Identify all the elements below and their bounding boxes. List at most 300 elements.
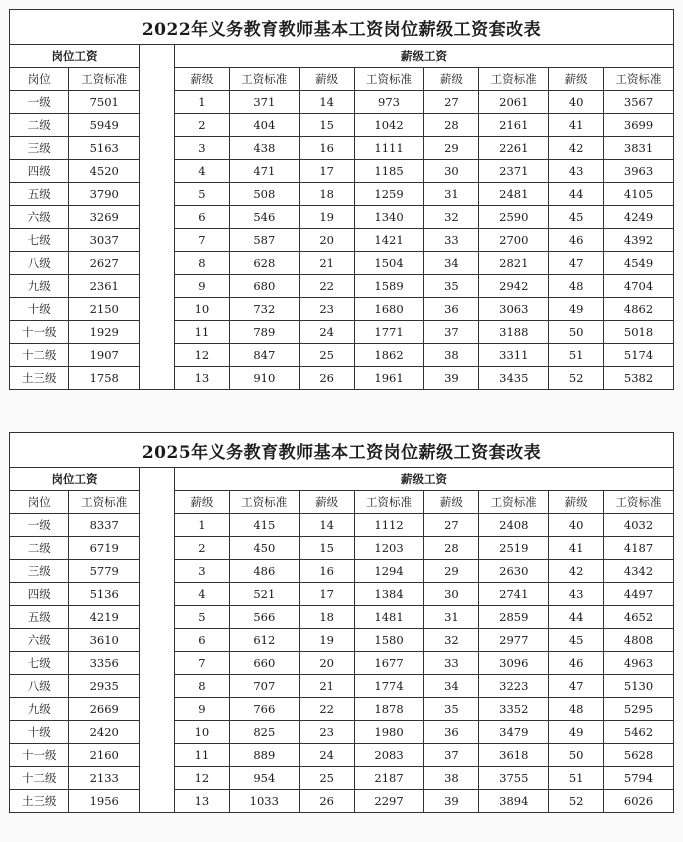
post-salary-cell: 5949 xyxy=(69,114,140,137)
column-header: 工资标准 xyxy=(479,491,549,514)
grade-salary-header: 薪级工资 xyxy=(175,45,674,68)
grade-salary-cell: 2590 xyxy=(479,206,549,229)
grade-salary-cell: 3831 xyxy=(604,137,674,160)
grade-cell: 3 xyxy=(175,560,230,583)
post-level-cell: 五级 xyxy=(10,606,69,629)
grade-salary-cell: 1580 xyxy=(354,629,424,652)
grade-cell: 51 xyxy=(549,344,604,367)
table-row xyxy=(175,298,674,321)
grade-cell: 1 xyxy=(175,91,230,114)
column-header: 工资标准 xyxy=(604,491,674,514)
grade-salary-cell: 450 xyxy=(229,537,299,560)
grade-cell: 29 xyxy=(424,137,479,160)
grade-cell: 46 xyxy=(549,229,604,252)
grade-salary-cell: 2700 xyxy=(479,229,549,252)
grade-cell: 13 xyxy=(175,790,230,813)
column-header: 工资标准 xyxy=(479,68,549,91)
grade-salary-cell: 546 xyxy=(229,206,299,229)
column-header: 岗位 xyxy=(10,491,69,514)
grade-cell: 31 xyxy=(424,183,479,206)
grade-salary-cell: 1042 xyxy=(354,114,424,137)
grade-salary-cell: 4392 xyxy=(604,229,674,252)
grade-cell: 22 xyxy=(299,698,354,721)
post-level-cell: 六级 xyxy=(10,629,69,652)
grade-salary-cell: 2083 xyxy=(354,744,424,767)
grade-salary-cell: 3063 xyxy=(479,298,549,321)
post-level-cell: 六级 xyxy=(10,206,69,229)
post-salary-cell: 1929 xyxy=(69,321,140,344)
grade-salary-cell: 3188 xyxy=(479,321,549,344)
table-row xyxy=(175,114,674,137)
table-row xyxy=(10,344,140,367)
grade-salary-cell: 3894 xyxy=(479,790,549,813)
grade-salary-cell: 438 xyxy=(229,137,299,160)
grade-salary-cell: 1111 xyxy=(354,137,424,160)
grade-salary-cell: 680 xyxy=(229,275,299,298)
table-row xyxy=(10,537,140,560)
table-row xyxy=(10,160,140,183)
grade-cell: 38 xyxy=(424,344,479,367)
grade-salary-cell: 4497 xyxy=(604,583,674,606)
grade-salary-cell: 612 xyxy=(229,629,299,652)
grade-salary-cell: 566 xyxy=(229,606,299,629)
grade-salary-cell: 3352 xyxy=(479,698,549,721)
post-salary-cell: 5779 xyxy=(69,560,140,583)
grade-salary-cell: 1294 xyxy=(354,560,424,583)
post-salary-cell: 5163 xyxy=(69,137,140,160)
grade-salary-cell: 4342 xyxy=(604,560,674,583)
grade-salary-table xyxy=(174,44,674,390)
grade-salary-cell: 1481 xyxy=(354,606,424,629)
table-row xyxy=(10,206,140,229)
grade-cell: 3 xyxy=(175,137,230,160)
post-level-cell: 十级 xyxy=(10,721,69,744)
table-row xyxy=(175,606,674,629)
grade-salary-cell: 1961 xyxy=(354,367,424,390)
grade-salary-cell: 5018 xyxy=(604,321,674,344)
grade-salary-cell: 486 xyxy=(229,560,299,583)
grade-salary-cell: 3435 xyxy=(479,367,549,390)
grade-salary-cell: 4187 xyxy=(604,537,674,560)
grade-cell: 46 xyxy=(549,652,604,675)
grade-salary-cell: 5462 xyxy=(604,721,674,744)
table-row xyxy=(175,514,674,537)
grade-salary-cell: 1774 xyxy=(354,675,424,698)
grade-cell: 10 xyxy=(175,721,230,744)
grade-cell: 36 xyxy=(424,721,479,744)
grade-cell: 11 xyxy=(175,744,230,767)
grade-cell: 49 xyxy=(549,298,604,321)
post-salary-cell: 3610 xyxy=(69,629,140,652)
column-header: 工资标准 xyxy=(229,68,299,91)
grade-cell: 50 xyxy=(549,321,604,344)
grade-salary-cell: 587 xyxy=(229,229,299,252)
grade-cell: 40 xyxy=(549,91,604,114)
grade-cell: 42 xyxy=(549,137,604,160)
table-row xyxy=(175,652,674,675)
grade-salary-cell: 973 xyxy=(354,91,424,114)
column-header: 工资标准 xyxy=(604,68,674,91)
post-level-cell: 九级 xyxy=(10,698,69,721)
grade-salary-cell: 5174 xyxy=(604,344,674,367)
grade-salary-cell: 3479 xyxy=(479,721,549,744)
post-level-cell: 十一级 xyxy=(10,321,69,344)
post-level-cell: 一级 xyxy=(10,514,69,537)
column-header: 工资标准 xyxy=(354,68,424,91)
grade-cell: 6 xyxy=(175,206,230,229)
post-level-cell: 十一级 xyxy=(10,744,69,767)
column-header: 岗位 xyxy=(10,68,69,91)
grade-cell: 51 xyxy=(549,767,604,790)
grade-salary-cell: 5794 xyxy=(604,767,674,790)
table-title: 2022年义务教育教师基本工资岗位薪级工资套改表 xyxy=(9,9,674,44)
post-salary-cell: 2627 xyxy=(69,252,140,275)
grade-salary-cell: 2630 xyxy=(479,560,549,583)
table-row xyxy=(175,629,674,652)
grade-cell: 22 xyxy=(299,275,354,298)
post-level-cell: 十二级 xyxy=(10,767,69,790)
grade-cell: 4 xyxy=(175,160,230,183)
grade-salary-cell: 404 xyxy=(229,114,299,137)
grade-salary-cell: 1680 xyxy=(354,298,424,321)
post-level-cell: 一级 xyxy=(10,91,69,114)
post-salary-cell: 2133 xyxy=(69,767,140,790)
table-row xyxy=(175,229,674,252)
post-level-cell: 八级 xyxy=(10,252,69,275)
grade-salary-cell: 4652 xyxy=(604,606,674,629)
post-salary-cell: 2669 xyxy=(69,698,140,721)
grade-salary-cell: 5628 xyxy=(604,744,674,767)
table-row xyxy=(10,298,140,321)
grade-cell: 44 xyxy=(549,606,604,629)
grade-cell: 15 xyxy=(299,114,354,137)
grade-salary-cell: 732 xyxy=(229,298,299,321)
post-salary-cell: 6719 xyxy=(69,537,140,560)
column-header: 薪级 xyxy=(175,68,230,91)
grade-salary-cell: 4249 xyxy=(604,206,674,229)
grade-cell: 19 xyxy=(299,206,354,229)
table-row xyxy=(10,767,140,790)
grade-cell: 43 xyxy=(549,583,604,606)
table-row xyxy=(10,229,140,252)
post-level-cell: 十二级 xyxy=(10,344,69,367)
column-header: 薪级 xyxy=(549,68,604,91)
grade-cell: 23 xyxy=(299,298,354,321)
table-row xyxy=(10,137,140,160)
grade-salary-cell: 4808 xyxy=(604,629,674,652)
grade-cell: 39 xyxy=(424,790,479,813)
grade-salary-cell: 4704 xyxy=(604,275,674,298)
post-salary-cell: 1907 xyxy=(69,344,140,367)
salary-table-2022 xyxy=(9,9,674,390)
grade-cell: 32 xyxy=(424,206,479,229)
grade-cell: 25 xyxy=(299,767,354,790)
grade-salary-cell: 471 xyxy=(229,160,299,183)
table-title: 2025年义务教育教师基本工资岗位薪级工资套改表 xyxy=(9,432,674,467)
post-salary-cell: 1758 xyxy=(69,367,140,390)
grade-salary-cell: 889 xyxy=(229,744,299,767)
grade-salary-cell: 521 xyxy=(229,583,299,606)
grade-cell: 16 xyxy=(299,560,354,583)
post-salary-table xyxy=(9,44,140,390)
post-salary-cell: 3269 xyxy=(69,206,140,229)
table-row xyxy=(10,606,140,629)
table-row xyxy=(175,137,674,160)
column-header: 薪级 xyxy=(549,491,604,514)
grade-cell: 35 xyxy=(424,275,479,298)
grade-cell: 21 xyxy=(299,252,354,275)
table-row xyxy=(10,252,140,275)
grade-cell: 27 xyxy=(424,91,479,114)
grade-cell: 42 xyxy=(549,560,604,583)
grade-salary-cell: 3567 xyxy=(604,91,674,114)
grade-cell: 1 xyxy=(175,514,230,537)
grade-cell: 45 xyxy=(549,206,604,229)
grade-cell: 18 xyxy=(299,606,354,629)
grade-cell: 43 xyxy=(549,160,604,183)
grade-salary-cell: 1185 xyxy=(354,160,424,183)
column-header: 工资标准 xyxy=(354,491,424,514)
post-salary-cell: 3037 xyxy=(69,229,140,252)
post-salary-header: 岗位工资 xyxy=(10,468,140,491)
post-salary-cell: 2935 xyxy=(69,675,140,698)
grade-cell: 41 xyxy=(549,537,604,560)
grade-cell: 19 xyxy=(299,629,354,652)
table-row xyxy=(10,367,140,390)
grade-cell: 28 xyxy=(424,537,479,560)
post-level-cell: 五级 xyxy=(10,183,69,206)
grade-salary-cell: 2821 xyxy=(479,252,549,275)
grade-salary-cell: 3755 xyxy=(479,767,549,790)
grade-salary-cell: 1203 xyxy=(354,537,424,560)
grade-cell: 7 xyxy=(175,652,230,675)
table-row xyxy=(10,698,140,721)
grade-salary-cell: 5130 xyxy=(604,675,674,698)
grade-cell: 13 xyxy=(175,367,230,390)
grade-cell: 14 xyxy=(299,91,354,114)
table-row xyxy=(10,275,140,298)
post-level-cell: 土三级 xyxy=(10,790,69,813)
post-salary-cell: 3790 xyxy=(69,183,140,206)
table-row xyxy=(10,721,140,744)
table-row xyxy=(175,583,674,606)
grade-salary-cell: 2297 xyxy=(354,790,424,813)
column-header: 薪级 xyxy=(424,491,479,514)
table-row xyxy=(10,629,140,652)
post-level-cell: 土三级 xyxy=(10,367,69,390)
column-header: 工资标准 xyxy=(69,68,140,91)
post-level-cell: 七级 xyxy=(10,229,69,252)
grade-salary-cell: 4963 xyxy=(604,652,674,675)
table-row xyxy=(175,344,674,367)
grade-salary-cell: 2408 xyxy=(479,514,549,537)
grade-cell: 48 xyxy=(549,698,604,721)
table-row xyxy=(175,698,674,721)
salary-table-2025 xyxy=(9,432,674,813)
grade-cell: 2 xyxy=(175,114,230,137)
table-row xyxy=(10,91,140,114)
grade-cell: 14 xyxy=(299,514,354,537)
grade-cell: 30 xyxy=(424,583,479,606)
grade-cell: 15 xyxy=(299,537,354,560)
grade-salary-cell: 2061 xyxy=(479,91,549,114)
grade-cell: 17 xyxy=(299,160,354,183)
grade-salary-cell: 2519 xyxy=(479,537,549,560)
grade-cell: 11 xyxy=(175,321,230,344)
grade-salary-cell: 4549 xyxy=(604,252,674,275)
table-row xyxy=(10,652,140,675)
grade-salary-cell: 1384 xyxy=(354,583,424,606)
grade-cell: 8 xyxy=(175,252,230,275)
grade-salary-cell: 1980 xyxy=(354,721,424,744)
table-row xyxy=(10,675,140,698)
table-row xyxy=(10,514,140,537)
grade-salary-cell: 3096 xyxy=(479,652,549,675)
grade-cell: 2 xyxy=(175,537,230,560)
grade-cell: 35 xyxy=(424,698,479,721)
table-row xyxy=(175,206,674,229)
grade-salary-cell: 2942 xyxy=(479,275,549,298)
grade-salary-cell: 1589 xyxy=(354,275,424,298)
grade-salary-cell: 6026 xyxy=(604,790,674,813)
grade-cell: 5 xyxy=(175,606,230,629)
grade-salary-cell: 1677 xyxy=(354,652,424,675)
table-row xyxy=(10,560,140,583)
table-row xyxy=(175,767,674,790)
grade-salary-cell: 2371 xyxy=(479,160,549,183)
grade-cell: 50 xyxy=(549,744,604,767)
post-salary-cell: 7501 xyxy=(69,91,140,114)
grade-cell: 47 xyxy=(549,252,604,275)
post-salary-cell: 1956 xyxy=(69,790,140,813)
table-row xyxy=(175,321,674,344)
grade-cell: 41 xyxy=(549,114,604,137)
grade-salary-cell: 1862 xyxy=(354,344,424,367)
table-gap xyxy=(140,44,174,390)
grade-salary-cell: 1259 xyxy=(354,183,424,206)
grade-salary-table xyxy=(174,467,674,813)
grade-salary-cell: 3963 xyxy=(604,160,674,183)
grade-cell: 25 xyxy=(299,344,354,367)
grade-cell: 8 xyxy=(175,675,230,698)
grade-salary-cell: 825 xyxy=(229,721,299,744)
grade-salary-cell: 371 xyxy=(229,91,299,114)
grade-salary-header: 薪级工资 xyxy=(175,468,674,491)
grade-cell: 47 xyxy=(549,675,604,698)
grade-salary-cell: 2977 xyxy=(479,629,549,652)
table-row xyxy=(175,560,674,583)
grade-cell: 52 xyxy=(549,367,604,390)
grade-salary-cell: 3223 xyxy=(479,675,549,698)
grade-cell: 12 xyxy=(175,767,230,790)
table-row xyxy=(175,537,674,560)
grade-cell: 34 xyxy=(424,252,479,275)
post-level-cell: 四级 xyxy=(10,160,69,183)
post-salary-cell: 2420 xyxy=(69,721,140,744)
table-row xyxy=(10,114,140,137)
grade-salary-cell: 847 xyxy=(229,344,299,367)
grade-salary-cell: 5295 xyxy=(604,698,674,721)
grade-cell: 37 xyxy=(424,744,479,767)
grade-cell: 20 xyxy=(299,229,354,252)
grade-salary-cell: 415 xyxy=(229,514,299,537)
grade-salary-cell: 3618 xyxy=(479,744,549,767)
table-row xyxy=(10,790,140,813)
table-gap xyxy=(140,467,174,813)
grade-cell: 37 xyxy=(424,321,479,344)
table-row xyxy=(175,744,674,767)
grade-salary-cell: 910 xyxy=(229,367,299,390)
post-level-cell: 十级 xyxy=(10,298,69,321)
post-salary-cell: 2361 xyxy=(69,275,140,298)
grade-salary-cell: 2261 xyxy=(479,137,549,160)
grade-cell: 49 xyxy=(549,721,604,744)
grade-salary-cell: 707 xyxy=(229,675,299,698)
grade-cell: 39 xyxy=(424,367,479,390)
grade-cell: 17 xyxy=(299,583,354,606)
grade-cell: 5 xyxy=(175,183,230,206)
table-row xyxy=(175,721,674,744)
grade-cell: 36 xyxy=(424,298,479,321)
post-salary-cell: 8337 xyxy=(69,514,140,537)
grade-cell: 16 xyxy=(299,137,354,160)
grade-cell: 29 xyxy=(424,560,479,583)
post-level-cell: 二级 xyxy=(10,114,69,137)
grade-salary-cell: 628 xyxy=(229,252,299,275)
grade-cell: 6 xyxy=(175,629,230,652)
table-row xyxy=(175,367,674,390)
grade-salary-cell: 1112 xyxy=(354,514,424,537)
post-level-cell: 三级 xyxy=(10,560,69,583)
grade-cell: 48 xyxy=(549,275,604,298)
grade-salary-cell: 1771 xyxy=(354,321,424,344)
table-row xyxy=(10,583,140,606)
grade-cell: 32 xyxy=(424,629,479,652)
table-row xyxy=(10,183,140,206)
post-salary-cell: 4219 xyxy=(69,606,140,629)
grade-cell: 26 xyxy=(299,790,354,813)
post-salary-header: 岗位工资 xyxy=(10,45,140,68)
column-header: 薪级 xyxy=(299,68,354,91)
grade-salary-cell: 4862 xyxy=(604,298,674,321)
grade-cell: 24 xyxy=(299,321,354,344)
table-row xyxy=(175,183,674,206)
post-level-cell: 四级 xyxy=(10,583,69,606)
grade-salary-cell: 954 xyxy=(229,767,299,790)
post-salary-cell: 3356 xyxy=(69,652,140,675)
post-salary-table xyxy=(9,467,140,813)
grade-cell: 31 xyxy=(424,606,479,629)
post-salary-cell: 5136 xyxy=(69,583,140,606)
grade-salary-cell: 508 xyxy=(229,183,299,206)
grade-cell: 23 xyxy=(299,721,354,744)
post-level-cell: 三级 xyxy=(10,137,69,160)
grade-cell: 18 xyxy=(299,183,354,206)
grade-salary-cell: 5382 xyxy=(604,367,674,390)
grade-cell: 9 xyxy=(175,698,230,721)
grade-salary-cell: 2741 xyxy=(479,583,549,606)
grade-cell: 26 xyxy=(299,367,354,390)
grade-cell: 44 xyxy=(549,183,604,206)
table-row xyxy=(10,744,140,767)
column-header: 薪级 xyxy=(424,68,479,91)
post-level-cell: 二级 xyxy=(10,537,69,560)
grade-cell: 33 xyxy=(424,229,479,252)
grade-salary-cell: 789 xyxy=(229,321,299,344)
table-row xyxy=(175,675,674,698)
grade-cell: 20 xyxy=(299,652,354,675)
grade-salary-cell: 1878 xyxy=(354,698,424,721)
